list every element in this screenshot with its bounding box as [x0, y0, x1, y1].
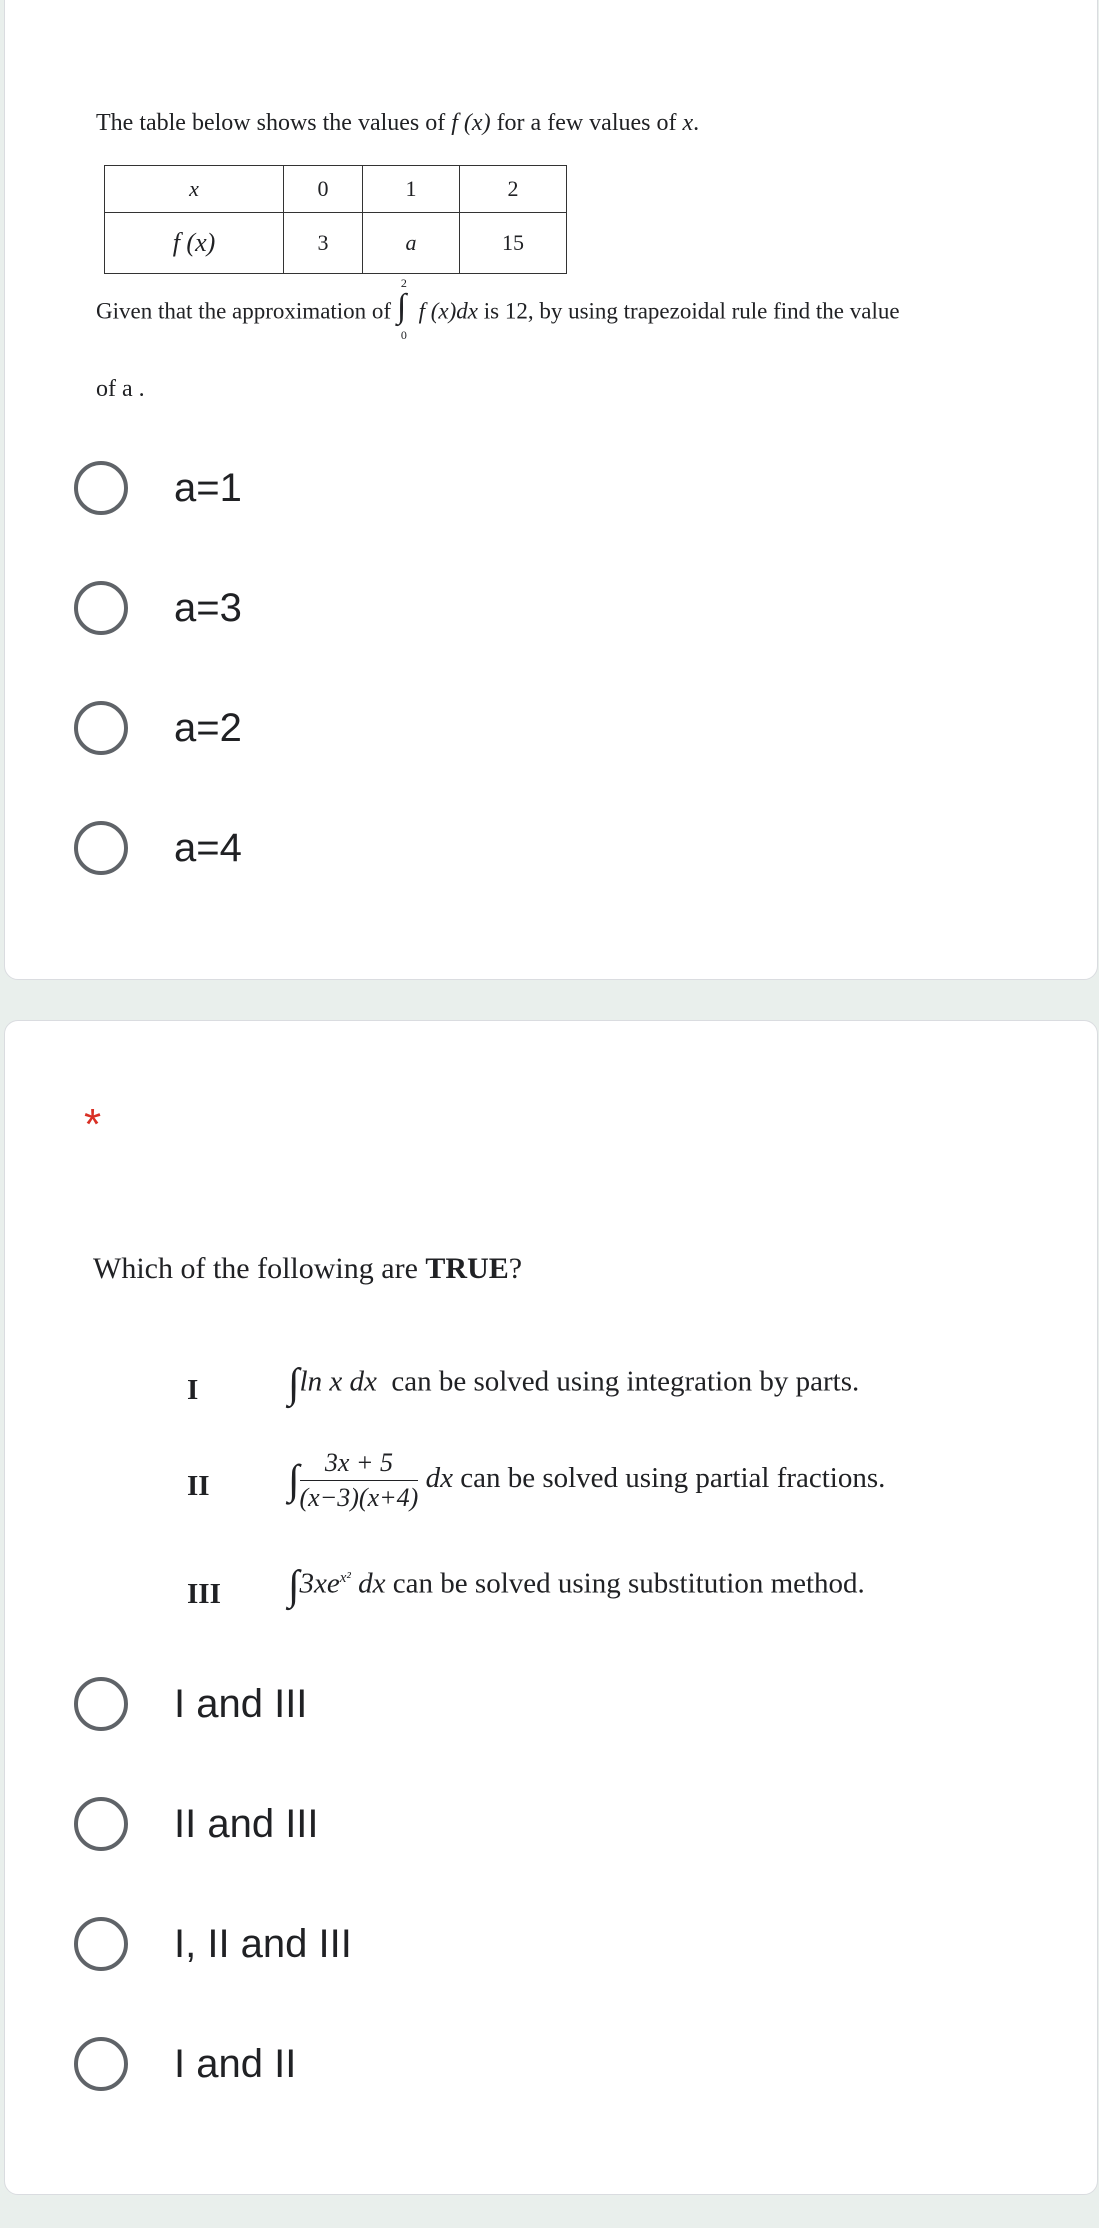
prompt-bold: TRUE: [425, 1252, 509, 1285]
given-text-after: is 12, by using trapezoidal rule find the value: [483, 298, 900, 324]
values-table: [104, 165, 567, 274]
radio-button[interactable]: [74, 581, 128, 635]
statement-3-numeral: III: [187, 1578, 221, 1610]
radio-button[interactable]: [74, 461, 128, 515]
statement-3-math-base: 3xe: [299, 1567, 340, 1600]
statement-1-math: ln x dx: [299, 1365, 377, 1398]
radio-button[interactable]: [74, 2037, 128, 2091]
option-label: a=4: [174, 825, 242, 870]
radio-button[interactable]: [74, 701, 128, 755]
statement-3-exponent: x²: [339, 1570, 351, 1586]
option-label: I and II: [174, 2041, 297, 2086]
option-label: a=1: [174, 465, 242, 510]
option-ii-and-iii[interactable]: [74, 1794, 319, 1854]
table-cell: x: [105, 166, 284, 213]
required-asterisk: *: [84, 1100, 102, 1149]
option-a-2[interactable]: [74, 698, 242, 758]
table-header-row: [105, 166, 567, 213]
table-cell: 3: [284, 213, 363, 274]
x-symbol: x: [682, 110, 694, 136]
table-cell: a: [363, 213, 460, 274]
radio-button[interactable]: [74, 1677, 128, 1731]
option-a-1[interactable]: [74, 458, 242, 518]
table-cell: 0: [284, 166, 363, 213]
option-a-3[interactable]: [74, 578, 242, 638]
integral-lower-limit: 0: [400, 328, 407, 342]
statement-3-text: can be solved using substitution method.: [392, 1567, 865, 1600]
option-a-4[interactable]: [74, 818, 242, 878]
option-label: a=3: [174, 585, 242, 630]
statement-2: ∫ $\frac{3x + 5}{(x-3)(x+4)}$ dx can be solved using partial fractions.: [288, 1448, 886, 1512]
statement-2-text: can be solved using partial fractions.: [460, 1462, 886, 1495]
table-value-row: [105, 213, 567, 274]
fx-symbol: f (x): [451, 110, 491, 136]
option-i-ii-and-iii[interactable]: [74, 1914, 352, 1974]
integrand: f (x)dx: [418, 298, 478, 324]
option-i-and-ii[interactable]: [74, 2034, 296, 2094]
fraction-numerator: 3x + 5: [300, 1448, 419, 1481]
intro-text: The table below shows the values of: [96, 110, 446, 136]
fraction-denominator: (x−3)(x+4): [299, 1483, 419, 1512]
statement-2-numeral: II: [187, 1470, 210, 1502]
table-cell: 15: [460, 213, 567, 274]
intro-end: .: [693, 110, 700, 136]
statement-1-numeral: I: [187, 1374, 199, 1406]
option-label: I, II and III: [174, 1921, 352, 1966]
question-1-given: [96, 276, 900, 342]
radio-button[interactable]: [74, 1797, 128, 1851]
option-label: a=2: [174, 705, 242, 750]
statement-3-math: dx: [358, 1567, 386, 1600]
question-1-tail: of a .: [96, 376, 145, 402]
given-text: Given that the approximation of: [96, 298, 392, 324]
statement-1-text: can be solved using integration by parts.: [391, 1365, 860, 1398]
statement-3: $\int 3xe^{x^2}$ dx can be solved using substitution method.: [288, 1563, 865, 1609]
radio-button[interactable]: [74, 1917, 128, 1971]
statement-2-math: dx: [425, 1462, 453, 1495]
radio-button[interactable]: [74, 821, 128, 875]
integral-symbol: ∫ 2 0: [396, 276, 407, 342]
table-cell: 2: [460, 166, 567, 213]
table-cell: 1: [363, 166, 460, 213]
prompt-end: ?: [508, 1252, 523, 1285]
question-1-intro: [96, 110, 699, 137]
question-2-prompt: [93, 1252, 522, 1286]
option-label: I and III: [174, 1681, 308, 1726]
fraction: [300, 1448, 419, 1513]
prompt-text: Which of the following are: [93, 1252, 418, 1285]
statement-1: ∫ln x dx can be solved using integration by parts.: [288, 1361, 860, 1407]
intro-text-middle: for a few values of: [496, 110, 677, 136]
option-i-and-iii[interactable]: [74, 1674, 307, 1734]
table-cell: f (x): [105, 213, 284, 274]
integral-upper-limit: 2: [400, 276, 407, 290]
option-label: II and III: [174, 1801, 319, 1846]
